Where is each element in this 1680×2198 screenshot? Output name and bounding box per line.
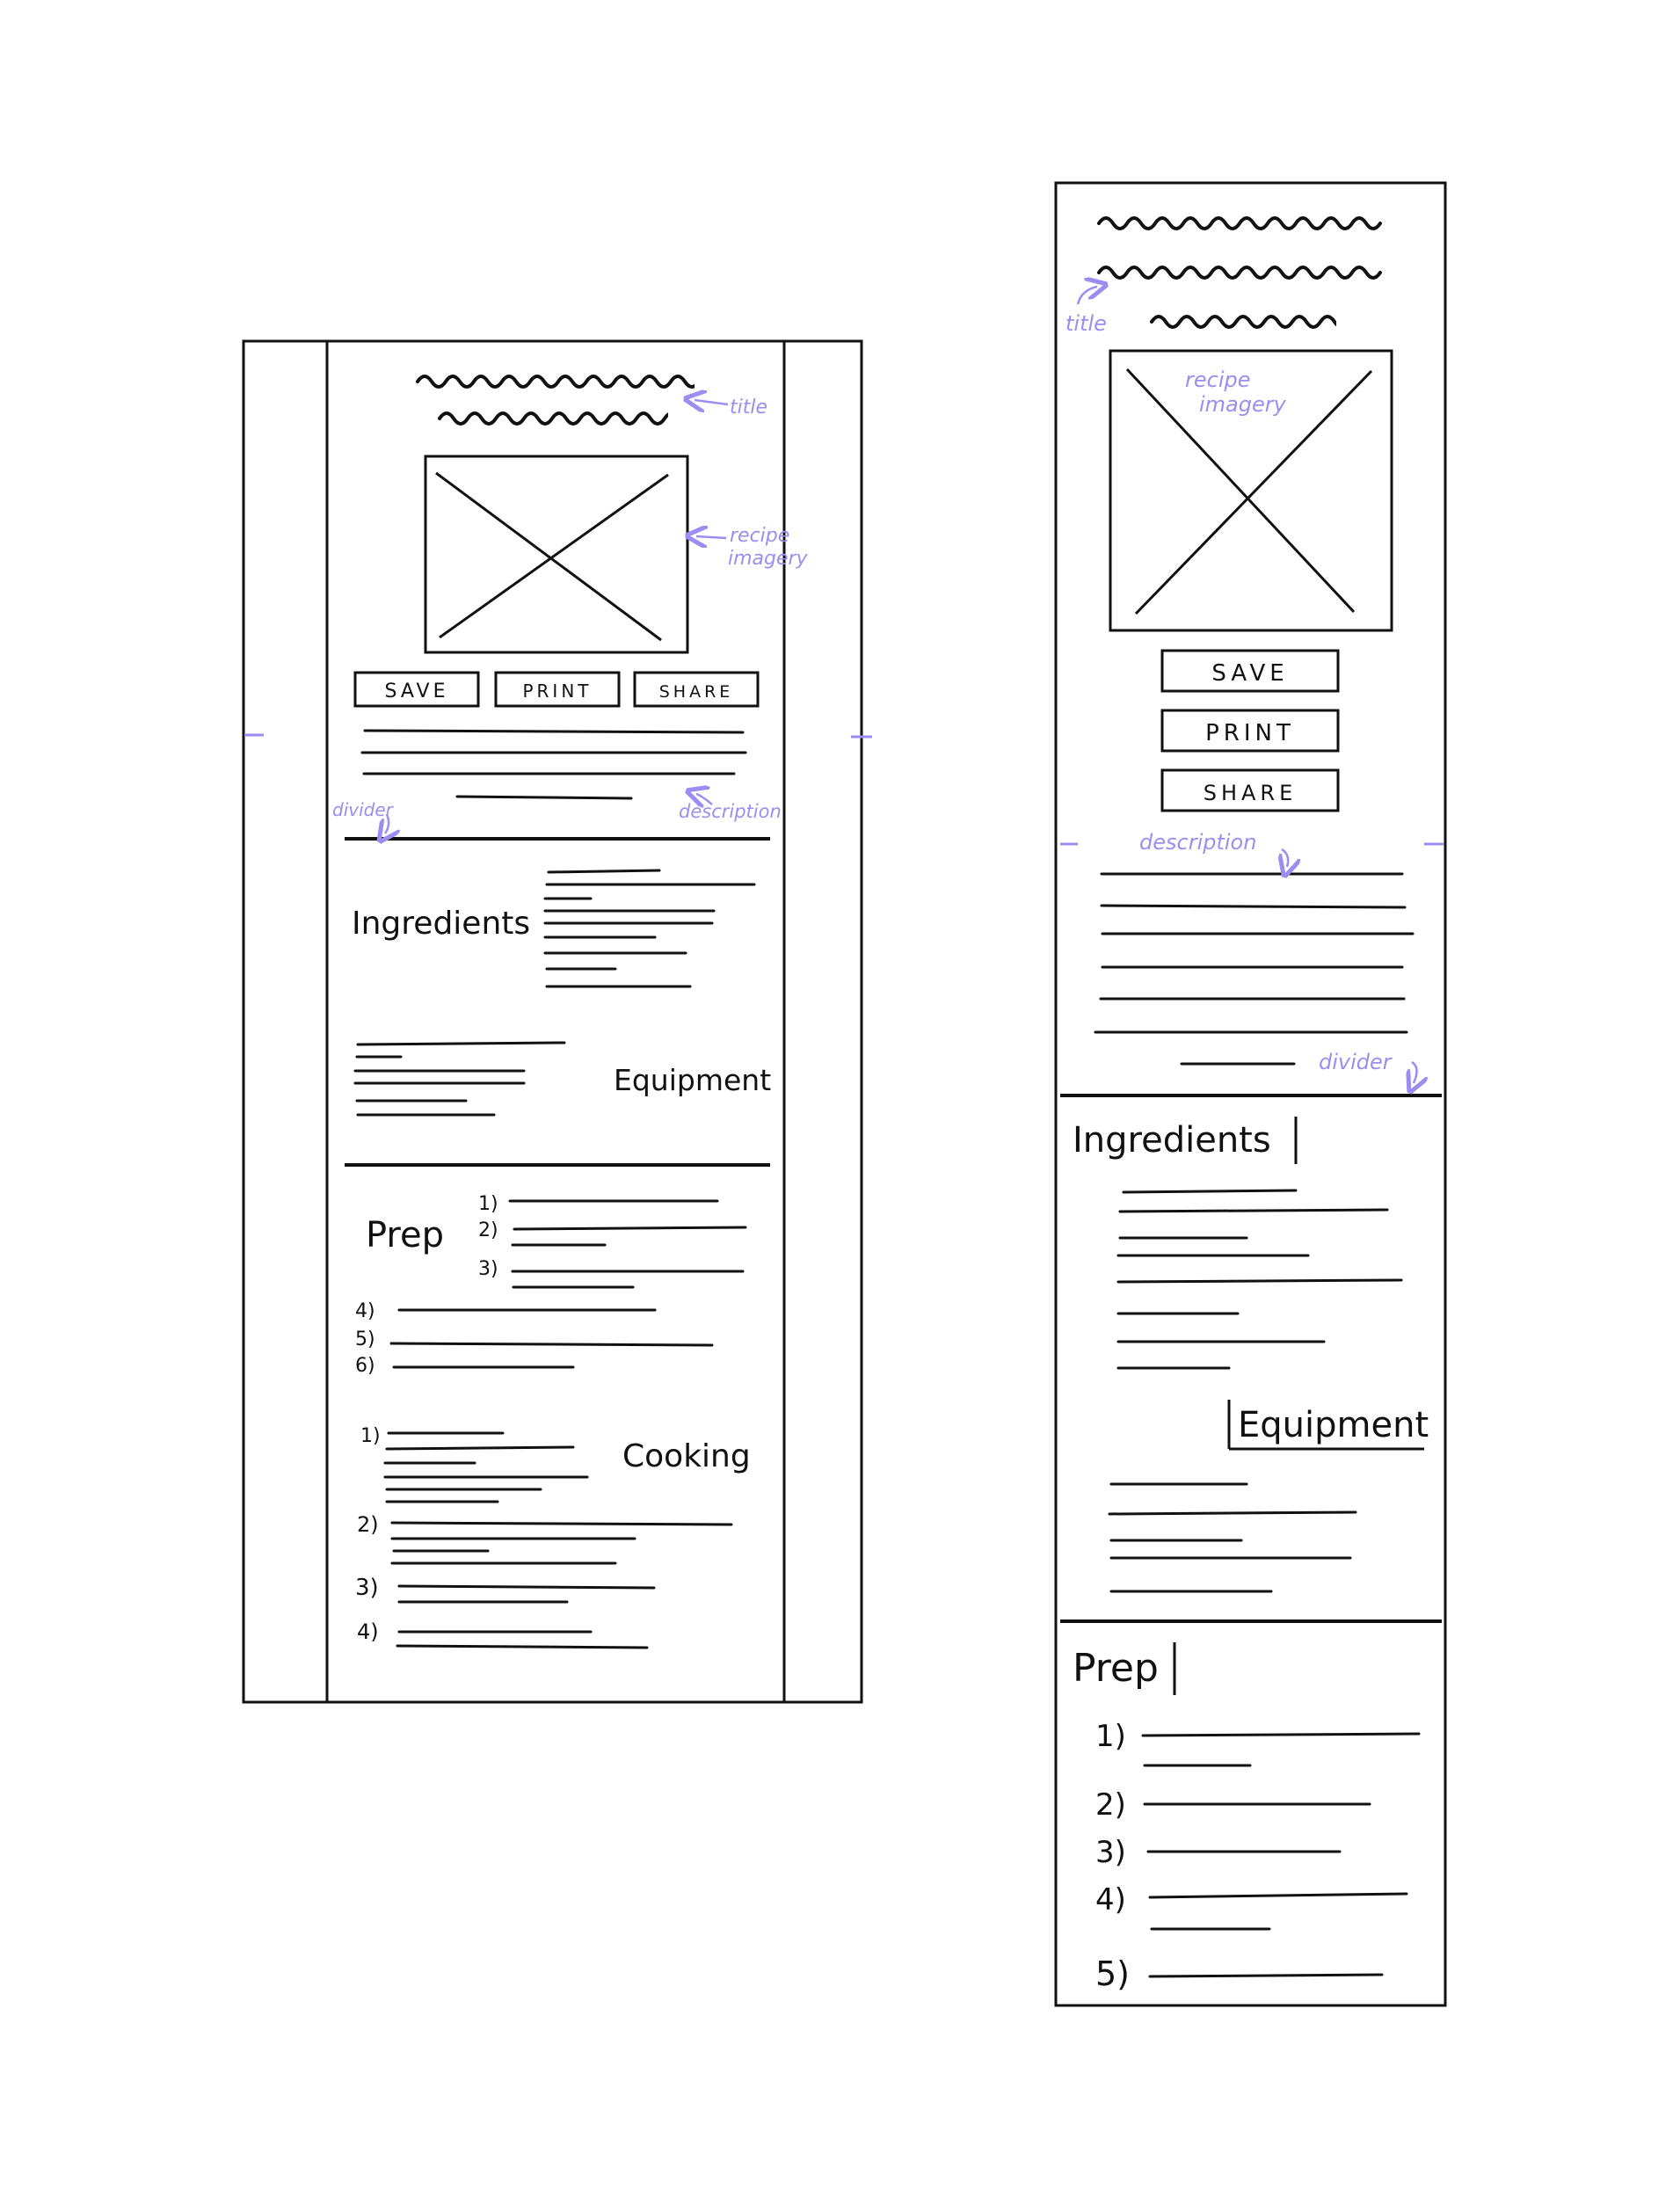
mobile-prep-number-3: 3) (1095, 1835, 1126, 1870)
desktop-cooking-number-4: 4) (357, 1619, 379, 1644)
desktop-prep-number-4: 4) (355, 1300, 375, 1322)
desktop-title-squiggle (418, 376, 721, 424)
mobile-prep-number-5: 5) (1095, 1954, 1131, 1993)
desktop-equipment-lines (355, 1043, 564, 1115)
mobile-share-label: SHARE (1203, 781, 1298, 805)
desktop-cooking-number-3: 3) (355, 1575, 379, 1601)
desktop-ingredients-lines (545, 870, 754, 986)
desktop-prep-heading: Prep (366, 1215, 444, 1255)
desktop-description-annotation: description (679, 801, 782, 822)
desktop-prep-number-5: 5) (355, 1328, 375, 1350)
mobile-prep-number-4: 4) (1095, 1882, 1126, 1918)
desktop-imagery-annotation-line1: recipe (730, 525, 790, 547)
mobile-prep-number-2: 2) (1095, 1787, 1126, 1823)
desktop-annotation-arrows (385, 400, 728, 833)
desktop-imagery-annotation-line2: imagery (728, 548, 808, 570)
mobile-ingredients-lines (1118, 1190, 1401, 1368)
desktop-recipe-image (425, 456, 687, 652)
mobile-equipment-heading: Equipment (1238, 1405, 1429, 1445)
desktop-text (332, 397, 809, 1644)
desktop-share-label: SHARE (658, 682, 734, 702)
desktop-equipment-heading: Equipment (614, 1063, 772, 1097)
mobile-equipment-lines (1109, 1484, 1356, 1591)
desktop-cooking-number-2: 2) (357, 1512, 379, 1537)
mobile-text (1065, 311, 1429, 1993)
desktop-prep-number-1: 1) (478, 1193, 498, 1215)
desktop-side-markers (244, 735, 872, 737)
mobile-print-label: PRINT (1205, 720, 1295, 746)
mobile-description-annotation: description (1139, 830, 1257, 855)
desktop-print-label: PRINT (522, 681, 593, 702)
desktop-prep-number-2: 2) (478, 1219, 498, 1241)
mobile-save-label: SAVE (1211, 660, 1289, 687)
mobile-imagery-annotation-line2: imagery (1199, 392, 1286, 417)
desktop-prep-number-6: 6) (355, 1355, 375, 1377)
desktop-title-annotation: title (730, 397, 768, 418)
mobile-imagery-annotation-line1: recipe (1185, 368, 1251, 392)
desktop-cooking-heading: Cooking (622, 1438, 751, 1474)
mobile-title-squiggle (1099, 218, 1433, 327)
desktop-divider-annotation: divider (332, 799, 393, 820)
mobile-ingredients-heading: Ingredients (1073, 1120, 1271, 1161)
mobile-prep-number-1: 1) (1095, 1719, 1126, 1754)
mobile-description-lines (1095, 874, 1413, 1064)
desktop-save-label: SAVE (384, 681, 449, 702)
mobile-divider-annotation: divider (1319, 1050, 1392, 1074)
mobile-prep-heading: Prep (1073, 1646, 1159, 1691)
mobile-prep-lines (1143, 1734, 1419, 1976)
desktop-description-lines (362, 731, 745, 798)
desktop-ingredients-heading: Ingredients (352, 906, 531, 942)
mobile-title-annotation: title (1065, 311, 1107, 336)
desktop-cooking-number-1: 1) (360, 1425, 381, 1447)
desktop-prep-number-3: 3) (478, 1258, 498, 1280)
desktop-prep-lines (391, 1201, 745, 1367)
